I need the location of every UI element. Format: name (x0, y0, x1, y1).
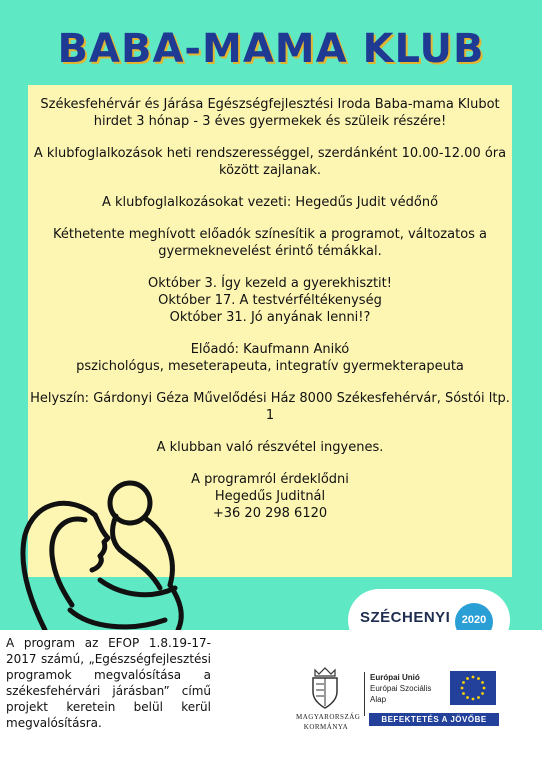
eu-star (462, 681, 465, 684)
eu-flag-icon (450, 671, 496, 705)
contact-line: A programról érdeklődni (191, 472, 349, 487)
event-item: Október 31. Jó anyának lenni!? (169, 310, 371, 325)
gov-line2: KORMÁNYA (303, 723, 349, 731)
eu-star (472, 676, 475, 679)
szechenyi-logo-text: SZÉCHENYI (360, 609, 451, 626)
event-item: Október 3. Így kezeld a gyerekhisztit! (148, 276, 392, 291)
contact-phone: +36 20 298 6120 (212, 506, 328, 521)
eu-star (461, 687, 464, 690)
presenter-name: Előadó: Kaufmann Anikó (190, 342, 350, 357)
location-text: Helyszín: Gárdonyi Géza Művelődési Ház 8000 Székesfehérvár, Sóstói ltp. 1 (30, 391, 510, 423)
free-text: A klubban való részvétel ingyenes. (156, 440, 384, 455)
event-item: Október 17. A testvérféltékenység (158, 293, 382, 308)
eu-star (483, 687, 486, 690)
schedule-text: A klubfoglalkozások heti rendszerességgel, szerdánként 10.00-12.00 óra között zajlanak. (33, 146, 507, 178)
presenter-text (28, 341, 512, 375)
eu-fund-label (370, 672, 431, 705)
intro-text: Székesfehérvár és Járása Egészségfejlesztési Iroda Baba-mama Klubot hirdet 3 hónap - 3 éves gyermekek és szüleik részére! (40, 97, 500, 129)
events-list (28, 275, 512, 326)
speakers-text: Kéthetente meghívott előadók színesítik a programot, változatos a gyermeknevelést érintő témákkal. (52, 227, 488, 259)
eu-line1: Európai Unió (370, 673, 420, 682)
contact-name: Hegedűs Juditnál (214, 489, 326, 504)
presenter-title: pszichológus, meseterapeuta, integratív gyermekterapeuta (76, 359, 464, 374)
eu-star (477, 677, 480, 680)
eu-star (472, 698, 475, 701)
page-title: BABA-MAMA KLUB (57, 26, 485, 72)
hungarian-government-label (296, 712, 361, 732)
mother-baby-illustration (0, 470, 260, 635)
divider (364, 672, 365, 716)
eu-star (462, 692, 465, 695)
eu-line3: Alap (370, 695, 387, 704)
szechenyi-year: 2020 (461, 614, 487, 626)
leader-text: A klubfoglalkozásokat vezeti: Hegedűs Judit védőnő (101, 195, 439, 210)
eu-star (481, 681, 484, 684)
investing-in-future-badge: BEFEKTETÉS A JÖVŐBE (369, 713, 499, 726)
eu-star (466, 677, 469, 680)
eu-line2: Európai Szociális (370, 684, 432, 693)
gov-line1: MAGYARORSZÁG (296, 713, 361, 721)
eu-star (477, 696, 480, 699)
eu-star (481, 692, 484, 695)
eu-star (466, 696, 469, 699)
hungary-coat-of-arms-icon (305, 664, 345, 710)
footer-text: A program az EFOP 1.8.19-17-2017 számú, „Egészségfejlesztési programok megvalósítása a székesfehérvári járásban” című projekt keretein belül kerül megvalósításra. (6, 636, 211, 730)
